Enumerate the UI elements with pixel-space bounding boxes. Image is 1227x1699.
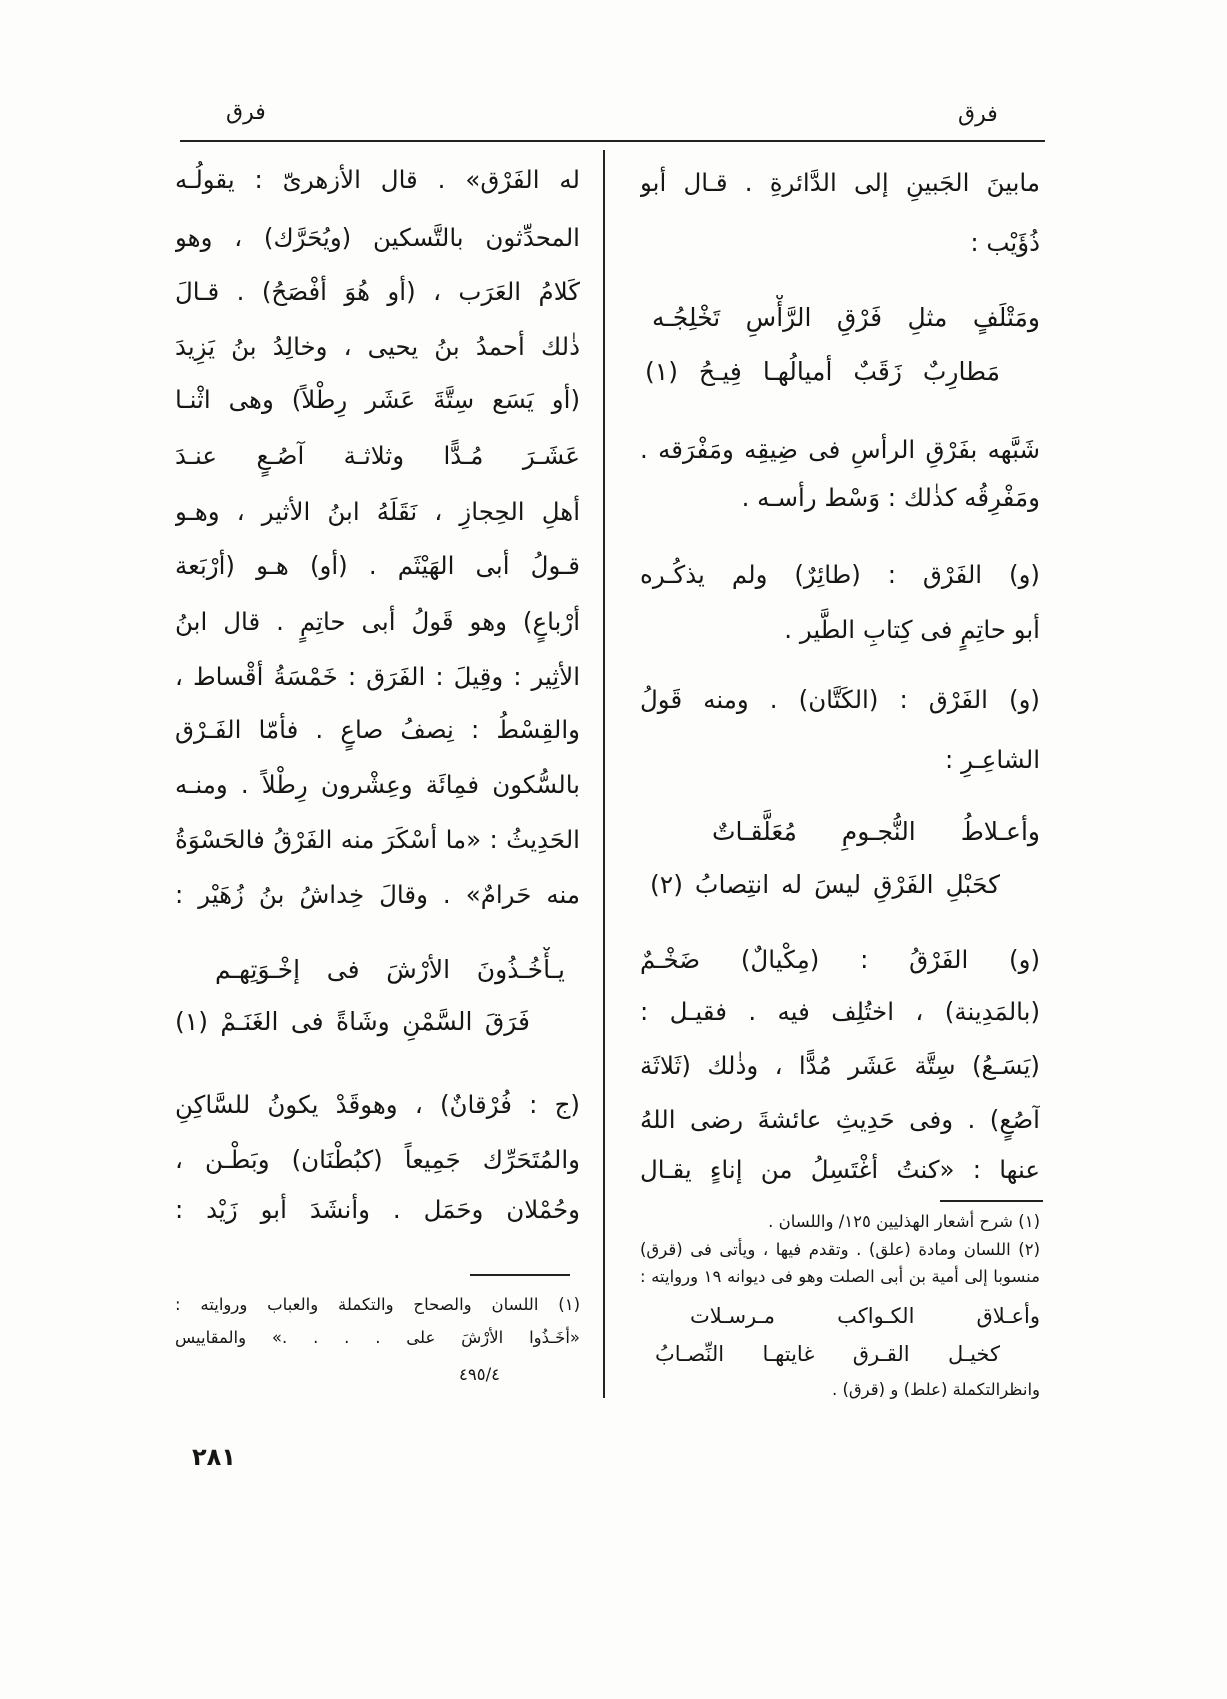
left-column-line: (ج : فُرْقانٌ) ، وهوقَدْ يكونُ للسَّاكِنِ	[175, 1090, 580, 1119]
header-left-word: فرق	[226, 100, 266, 125]
right-column-line: (بالمَدِينة) ، اختُلِف فيه . فقيـل :	[640, 997, 1040, 1026]
footnote-rule	[940, 1200, 1043, 1202]
left-column-line: وحُمْلان وحَمَل . وأنشَدَ أبو زَيْد :	[175, 1195, 580, 1224]
verse-line: مَطارِبٌ زَقَبٌ أميالُهـا فِيـحُ (١)	[645, 357, 1000, 386]
left-column-line: ذٰلك أحمدُ بنُ يحيى ، وخالِدُ بنُ يَزِيدَ	[175, 332, 580, 361]
left-column-line: الأثِير : وقِيلَ : الفَرَق : خَمْسَةُ أقْساط ،	[175, 662, 580, 691]
right-column-line: (يَسَـعُ) سِتَّة عَشَر مُدًّا ، وذٰلك (ثَلاثَة	[640, 1051, 1040, 1080]
left-column-line: قـولُ أبى الهَيْثَم . (أو) هـو (أرْبَعة	[175, 551, 580, 580]
page-number: ٢٨١	[192, 1443, 236, 1471]
left-column-line: والقِسْطُ : نِصفُ صاعٍ . فأمّا الفَـرْق	[175, 715, 580, 744]
verse-line: ومَتْلَفٍ مثلِ فَرْقِ الرَّأْسِ تَخْلِجُـه	[652, 303, 1040, 332]
right-column-line: أبو حاتِمٍ فى كِتابِ الطَّير .	[784, 615, 1040, 644]
right-column-line: عنها : «كنتُ أغْتَسِلُ من إناءٍ يقـال	[640, 1155, 1040, 1184]
right-column-line: (و) الفَرْق : (طائِرٌ) ولم يذكُـره	[640, 560, 1040, 589]
left-column-line: بالسُّكون فمِائَة وعِشْرون رِطْلاً . ومنـه	[175, 770, 580, 799]
right-column-line: (و) الفَرْق : (الكَتَّان) . ومنه قَولُ	[640, 685, 1040, 714]
right-column-line: ذُؤَيْب :	[970, 228, 1040, 257]
verse-line: وأعـلاطُ النُّجـومِ مُعَلَّقـاتٌ	[712, 817, 1040, 846]
footnote-line: (٢) اللسان ومادة (علق) . وتقدم فيها ، ويأتى فى (قرق)	[640, 1240, 1040, 1259]
footnote-line: ٤٩٥/٤	[458, 1365, 500, 1384]
left-column-line: له الفَرْق» . قال الأزهرىّ : يقولُـه	[175, 165, 580, 194]
right-column-line: الشاعِـرِ :	[945, 745, 1040, 774]
footnote-verse-line: وأعـلاق الكـواكب مـرسـلات	[690, 1304, 1040, 1328]
footnote-line: (١) شرح أشعار الهذليين ١٢٥/ واللسان .	[768, 1212, 1040, 1231]
verse-line: يـأْخُـذُونَ الأرْشَ فى إخْـوَتِهـم	[215, 955, 565, 984]
column-divider	[603, 150, 605, 1398]
right-column-line: آصُعٍ) . وفى حَدِيثِ عائشةَ رضى اللهُ	[640, 1105, 1040, 1134]
right-column-line: مابينَ الجَبينِ إلى الدَّائرةِ . قـال أبو	[640, 168, 1040, 197]
left-column-line: (أو يَسَع سِتَّةَ عَشَر رِطْلاً) وهى اثْنـا	[175, 385, 580, 414]
right-column-line: (و) الفَرْقُ : (مِكْيالٌ) ضَخْـمٌ	[640, 945, 1040, 974]
left-column-line: منه حَرامٌ» . وقالَ خِداشُ بنُ زُهَيْر :	[175, 880, 580, 909]
header-rule	[180, 140, 1045, 142]
footnote-rule	[470, 1274, 570, 1276]
left-column-line: أرْباعٍ) وهو قَولُ أبى حاتِمٍ . قال ابنُ	[175, 607, 580, 636]
right-column-line: ومَفْرِقُه كذٰلك : وَسْط رأسـه .	[741, 483, 1040, 512]
left-column-line: كَلامُ العَرَب ، (أو هُوَ أفْصَحُ) . قـالَ	[175, 277, 580, 306]
footnote-line: «أخَـذُوا الأرْشَ على . . . .» والمقاييس	[175, 1328, 580, 1347]
footnote-line: وانظرالتكملة (علط) و (قرق) .	[831, 1380, 1040, 1399]
footnote-verse-line: كخيـل القـرق غايتهـا النِّصـابُ	[655, 1342, 1000, 1366]
footnote-line: (١) اللسان والصحاح والتكملة والعباب وروايته :	[175, 1295, 580, 1314]
left-column-line: والمُتَحَرِّك جَمِيعاً (كبُطْنَان) وبَطْـن ،	[175, 1145, 580, 1174]
header-right-word: فرق	[958, 102, 998, 127]
left-column-line: الحَدِيثُ : «ما أسْكَرَ منه الفَرْقُ فالحَسْوَةُ	[175, 825, 580, 854]
left-column-line: المحدِّثون بالتَّسكين (ويُحَرَّك) ، وهو	[175, 223, 580, 252]
left-column-line: عَشَـرَ مُـدًّا وثلاثـة آصُـعٍ عنـدَ	[175, 441, 580, 470]
right-column-line: شَبَّهه بفَرْقِ الرأسِ فى ضِيقِه ومَفْرَقه .	[640, 435, 1040, 464]
footnote-line: منسوبا إلى أمية بن أبى الصلت وهو فى ديوانه ١٩ وروايته :	[640, 1267, 1040, 1286]
left-column-line: أهلِ الحِجازِ ، نَقَلَهُ ابنُ الأثير ، وهـو	[175, 497, 580, 526]
verse-line: فَرَقَ السَّمْنِ وشَاةً فى الغَنَـمْ (١)	[175, 1007, 530, 1036]
verse-line: كحَبْلِ الفَرْقِ ليسَ له انتِصابُ (٢)	[650, 870, 1000, 899]
